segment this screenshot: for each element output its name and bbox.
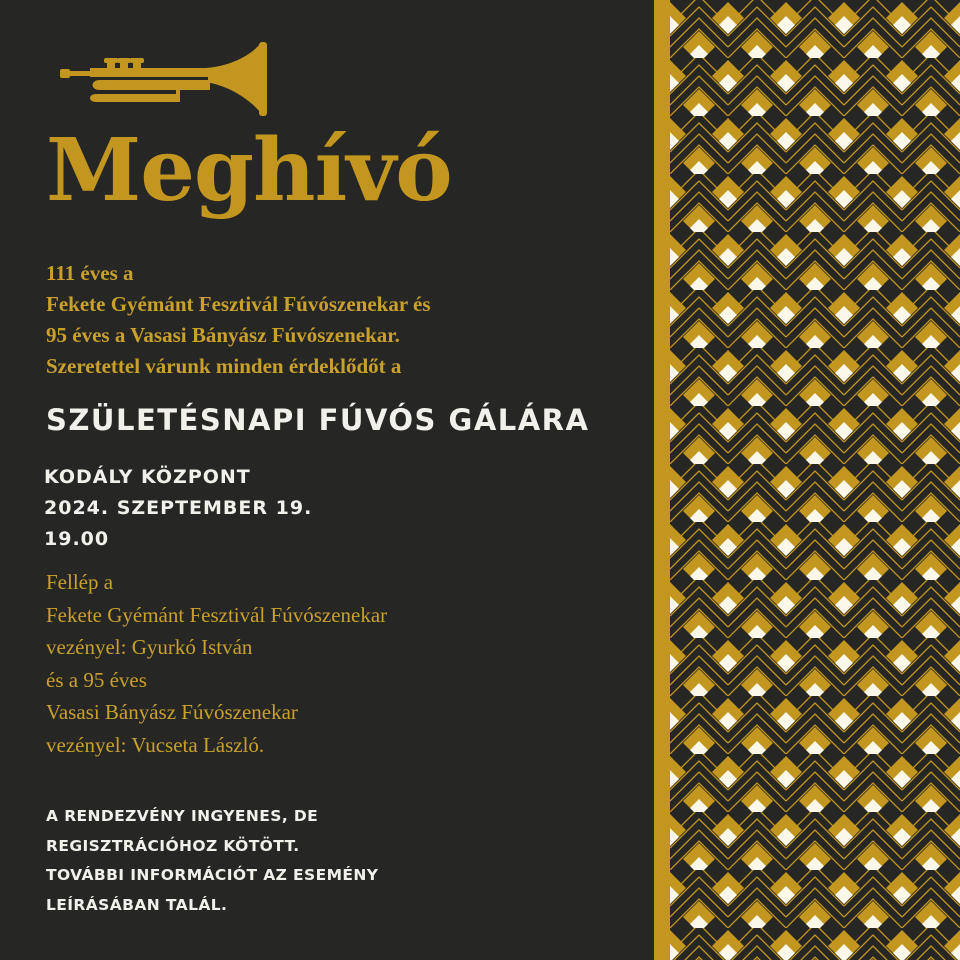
intro-line: Szeretettel várunk minden érdeklődőt a xyxy=(46,354,402,378)
event-venue: KODÁLY KÖZPONT xyxy=(44,466,251,488)
event-time: 19.00 xyxy=(44,528,110,550)
footer-line: LEÍRÁSÁBAN TALÁL. xyxy=(46,895,228,914)
event-details xyxy=(44,462,312,555)
footer-line: A RENDEZVÉNY INGYENES, DE xyxy=(46,807,319,825)
performer-line: Fekete Gyémánt Fesztivál Fúvószenekar xyxy=(46,602,388,627)
footer-line: TOVÁBBI INFORMÁCIÓT AZ ESEMÉNY xyxy=(46,866,379,884)
performer-line: és a 95 éves xyxy=(46,667,147,692)
registration-note xyxy=(46,802,378,920)
performer-line: vezényel: Gyurkó István xyxy=(46,635,253,659)
trumpet-icon xyxy=(60,42,268,116)
intro-text xyxy=(46,258,626,382)
performer-line: vezényel: Vucseta László. xyxy=(46,732,265,757)
invitation-title: Meghívó xyxy=(46,120,452,221)
performer-line: Fellép a xyxy=(46,570,114,594)
footer-line: REGISZTRÁCIÓHOZ KÖTÖTT. xyxy=(46,836,300,855)
art-deco-pattern xyxy=(670,0,960,960)
gold-divider xyxy=(654,0,670,960)
intro-line: Fekete Gyémánt Fesztivál Fúvószenekar és xyxy=(46,292,431,316)
event-date: 2024. SZEPTEMBER 19. xyxy=(44,497,313,519)
intro-line: 111 éves a xyxy=(46,261,134,285)
intro-line: 95 éves a Vasasi Bányász Fúvószenekar. xyxy=(46,323,400,347)
performers-text xyxy=(46,566,387,761)
performer-line: Vasasi Bányász Fúvószenekar xyxy=(46,700,298,724)
event-headline: SZÜLETÉSNAPI FÚVÓS GÁLÁRA xyxy=(46,403,590,437)
